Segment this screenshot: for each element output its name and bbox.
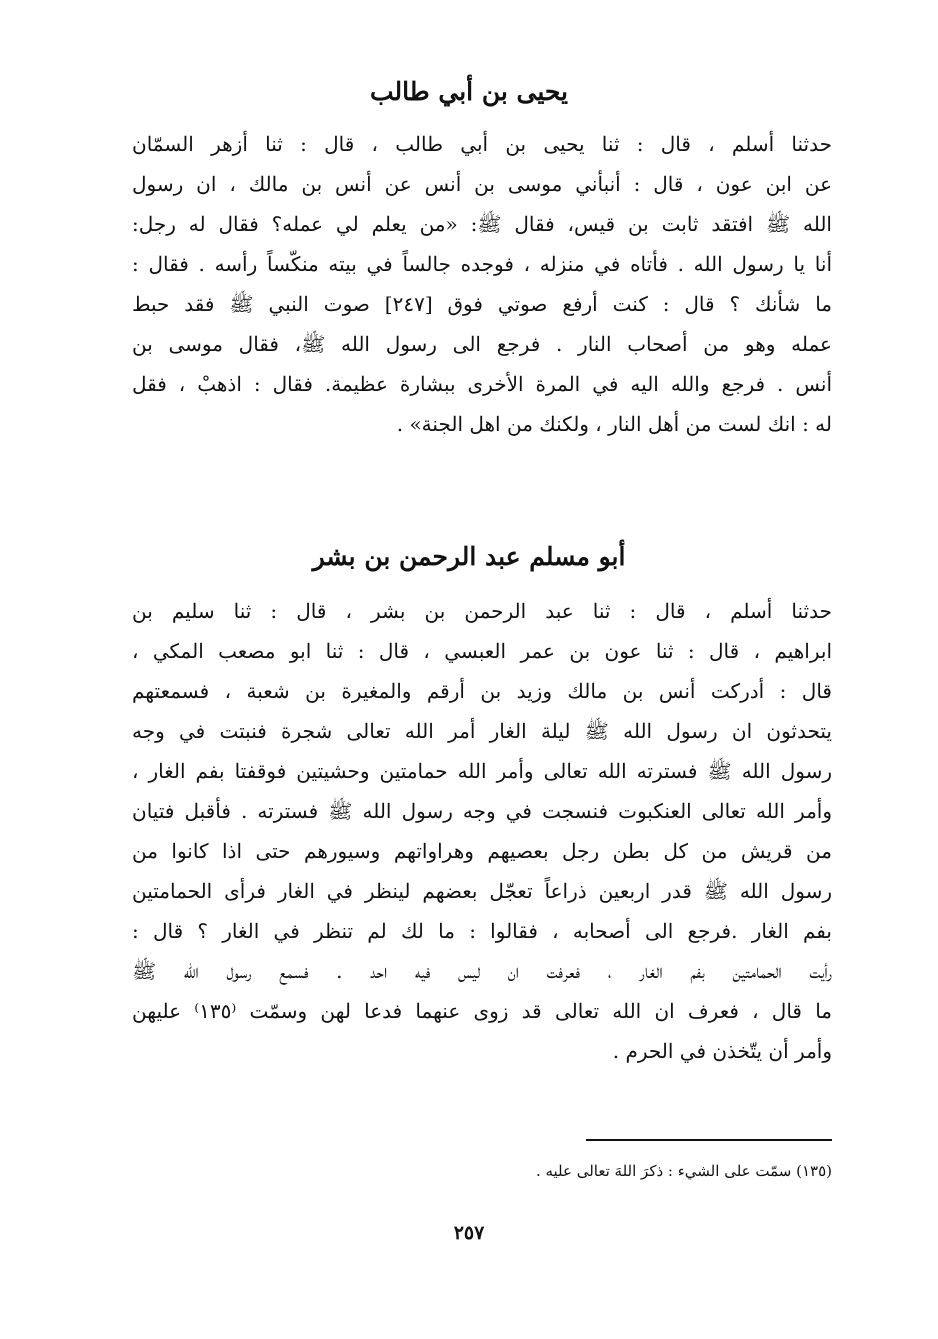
text-line: رسول الله ﷺ قدر اربعين ذراعاً تعجّل بعضهم لينظر في الغار فرأى الحمامتين — [132, 879, 832, 903]
text-line: الله ﷺ افتقد ثابت بن قيس، فقال ﷺ: «من يعلم لي عمله؟ فقال له رجل: — [132, 212, 832, 236]
text-line: عن ابن عون ، قال : أنبأني موسى بن أنس عن أنس بن مالك ، ان رسول — [132, 172, 832, 196]
text-line: رسول الله ﷺ فسترته الله تعالى وأمر الله حمامتين وحشيتين فوقفتا بفم الغار ، — [132, 759, 832, 783]
page-number: ٢٥٧ — [453, 1222, 485, 1244]
text-line: قال : أدركت أنس بن مالك وزيد بن أرقم والمغيرة بن شعبة ، فسمعتهم — [132, 679, 832, 703]
section-title-yahya: يحيى بن أبي طالب — [370, 77, 568, 106]
text-line: حدثنا أسلم ، قال : ثنا يحيى بن أبي طالب ، قال : ثنا أزهر السمّان — [132, 132, 832, 156]
text-line: ما قال ، فعرف ان الله تعالى قد زوى عنهما فدعا لهن وسمّت ⁽١٣٥⁾ عليهن — [132, 999, 832, 1023]
text-line: أنس . فرجع والله اليه في المرة الأخرى ببشارة عظيمة. فقال : اذهبْ ، فقل — [132, 372, 832, 396]
text-line: ما شأنك ؟ قال : كنت أرفع صوتي فوق [٢٤٧] صوت النبي ﷺ فقد حبط — [132, 292, 832, 316]
text-line: بفم الغار .فرجع الى أصحابه ، فقالوا : ما لك لم تنظر في الغار ؟ قال : — [132, 919, 832, 943]
text-line: يتحدثون ان رسول الله ﷺ ليلة الغار أمر الله تعالى شجرة فنبتت في وجه — [132, 719, 832, 743]
text-line: عمله وهو من أصحاب النار . فرجع الى رسول الله ﷺ، فقال موسى بن — [132, 332, 832, 356]
text-line: له : انك لست من أهل النار ، ولكنك من اهل الجنة» . — [396, 412, 832, 436]
section-body-yahya — [132, 124, 832, 444]
text-line: أنا يا رسول الله . فأتاه في منزله ، فوجده جالساً في بيته منكّساً رأسه . فقال : — [132, 252, 832, 276]
footnote-divider — [586, 1139, 832, 1141]
section-body-abu-muslim — [132, 591, 832, 1071]
section-title-abu-muslim: أبو مسلم عبد الرحمن بن بشر — [312, 542, 626, 571]
text-line: وأمر أن يتّخذن في الحرم . — [612, 1039, 832, 1063]
footnote: (١٣٥) سمّت على الشيء : ذكرَ اللهَ تعالى عليه . — [535, 1162, 832, 1180]
text-line: وأمر الله تعالى العنكبوت فنسجت في وجه رسول الله ﷺ فسترته . فأقبل فتيان — [132, 799, 832, 823]
text-line: رأيت الحمامتين بفم الغار ، فعرفت ان ليس فيه احد . فسمع رسول الله ﷺ — [132, 959, 832, 983]
text-line: حدثنا أسلم ، قال : ثنا عبد الرحمن بن بشر ، قال : ثنا سليم بن — [132, 599, 832, 623]
text-line: من قريش من كل بطن رجل بعصيهم وهراواتهم وسيورهم حتى اذا كانوا من — [132, 839, 832, 863]
text-line: ابراهيم ، قال : ثنا عون بن عمر العبسي ، قال : ثنا ابو مصعب المكي ، — [132, 639, 832, 663]
